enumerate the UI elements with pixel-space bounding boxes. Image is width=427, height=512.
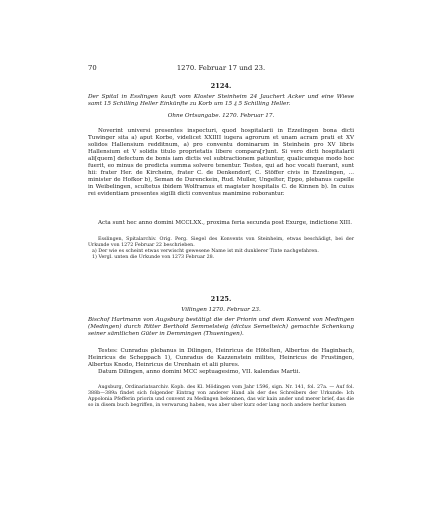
running-title: 1270. Februar 17 und 23. bbox=[176, 64, 266, 72]
witness-list: Testes: Cunradus plebanus in Dilingen, Heinricus de Hötelten, Albertus de Haginbach, Heinricus de Scheppach 1), Cunradus de Kazzenstein milites, Heinricus de Frustingen, Albertus Knodo, Heinricus de Urenhain et alii plures. bbox=[88, 348, 354, 369]
document-2124-text bbox=[88, 128, 354, 198]
footnote: a) Der wie es scheint etwas verwischt gewesene Name ist mit dunklerer Tinte nachgefahren. bbox=[92, 249, 319, 255]
page-header bbox=[88, 64, 354, 74]
page-number: 70 bbox=[88, 64, 97, 72]
document-2125-text bbox=[88, 348, 354, 376]
document-2124-date bbox=[88, 220, 354, 227]
document-2124-apparatus bbox=[88, 237, 354, 261]
document-2124 bbox=[88, 82, 354, 119]
charter-date: Datum Dilingen, anno domini MCC septuagesimo, VII. kalendas Martii. bbox=[98, 369, 301, 376]
charter-date: Acta sunt hec anno domini MCCLXX., proxima feria secunda post Exurge, indictione XIII. bbox=[98, 220, 352, 226]
document-regest: Bischof Hartmann von Augsburg bestätigt die der Priorin und dem Konvent von Medingen (Medingen) durch Ritter Berthold Semmelsteig (dictus Semelteich) gemachte Schenkung seiner sämtlichen Güter in Demmingen (Thueningen). bbox=[88, 317, 354, 338]
document-place-date: Villingen 1270. Februar 23. bbox=[181, 307, 261, 313]
document-number: 2124. bbox=[210, 82, 232, 90]
document-regest: Der Spital in Esslingen kauft vom Kloster Steinheim 24 Jauchert Acker und eine Wiese samt 15 Schilling Heller Einkünfte zu Korb um 15 ₰ 5 Schilling Heller. bbox=[88, 94, 354, 108]
document-number: 2125. bbox=[210, 295, 232, 303]
document-2125 bbox=[88, 295, 354, 339]
document-source: Ohne Ortsangabe. 1270. Februar 17. bbox=[167, 113, 275, 120]
footnote: 1) Vergl. unten die Urkunde von 1273 Februar 28. bbox=[92, 255, 215, 261]
archive-note: Esslingen, Spitalarchiv. Orig. Perg. Siegel des Konvents von Steinheim, etwas beschädigt, bei der Urkunde von 1272 Februar 22 beschrieben. bbox=[88, 237, 354, 249]
charter-text: Noverint universi presentes inspecturi, quod hospitalarii in Ezzelingen bona dicti Tuwinger sita a) aput Korbe, videlicet XXIIII iugera agrorum et unam acram prati et XV solidos Hallensium redditnum, a) pro conventu dominarum in Steinhein pro XV libris Hallensium et V solidis titulo proprietatis libere compara[r]unt. Si vero dicti hospitalarii ali[quem] defectum de bonis iam dictis vel subtractionem patiuntur, qualicumque modo hoc fuerit, eo minus de predicta summa solvere tenentur. Testes, qui ad hoc vocati fuerant, sunt hii: frater Her. de Kircheim, frater C. de Denkendorf, C. Stöffer civis in Ezzelingen, ... minister de Hofkor b), Seman de Durenckein, Rud. Muller, Ungelter, Eppo, plebanus capelle in Weibelingen, scultetus ibidem Wolframus et magister hospitalis C. de Kinnen b). In cuius rei evidentiam presentes sigilli dicti conventus manimine roborantur. bbox=[88, 128, 354, 198]
document-2125-apparatus bbox=[88, 385, 354, 409]
archive-note: Augsburg, Ordinariatsarchiv. Kopb. des Kl. Mödingen vom Jahr 1596, sign. Nr. 141, fol. 27a. — Auf fol. 388b—389a findet sich folgender Eintrag von anderer Hand als der des Schreibers der Urkunde: Ich Appolonia Pfefferin priorin und convent zu Medingen bekennen, das wir kain ander und merer brief, das die so in disem buch begriffen, in verwarung haben, was aber uber kurz oder lang noch andere herfur kumen bbox=[88, 385, 354, 409]
